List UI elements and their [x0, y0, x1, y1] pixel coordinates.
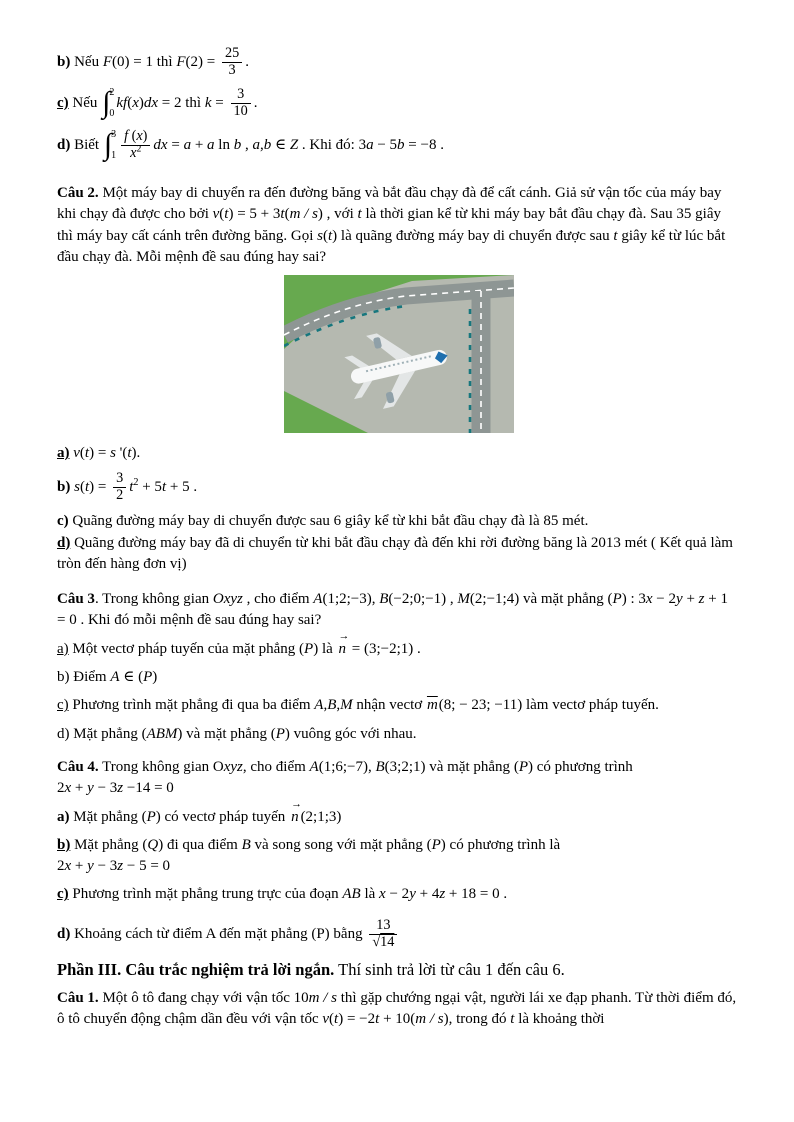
math-span: + 18 = 0	[445, 886, 500, 903]
math-span: ∈ (	[119, 669, 144, 686]
text-span: là quãng đường máy bay di chuyển được sau	[337, 227, 614, 244]
math-span: (−2;0;−1)	[388, 591, 447, 608]
statement-2d	[57, 533, 740, 576]
math-span: (	[79, 479, 85, 496]
math-span: )	[155, 808, 161, 825]
math-span: (	[513, 758, 519, 775]
underlined-label: c)	[57, 697, 69, 714]
math-span: = −8	[404, 136, 437, 153]
math-text: 13	[376, 916, 391, 933]
math-span: (	[299, 640, 305, 657]
math-span: a	[366, 136, 374, 153]
superscript: 2	[136, 143, 142, 155]
math-span: B	[241, 836, 251, 853]
math-span: v	[322, 1011, 330, 1028]
question-2-intro	[57, 183, 740, 268]
math-span: a	[183, 136, 192, 153]
math-span: b	[233, 136, 242, 153]
statement-4a	[57, 797, 740, 828]
math-span: − 2	[652, 591, 677, 608]
math-span: (	[127, 94, 133, 111]
math-span: xyz	[223, 758, 243, 775]
math-span: (	[141, 725, 147, 742]
bold-label: Câu 2.	[57, 184, 99, 201]
math-span: = 2	[158, 94, 182, 111]
airplane-illustration-svg	[284, 275, 514, 433]
math-span: '(	[119, 445, 128, 462]
math-span: dx	[143, 94, 159, 111]
text-span: ln	[214, 136, 234, 153]
fraction-denominator	[113, 488, 126, 504]
bold-label: b)	[57, 53, 71, 70]
upper-limit: 2	[109, 86, 115, 98]
math-span: v	[73, 445, 80, 462]
statement-4b	[57, 835, 740, 878]
text-span: Một máy bay di chuyển ra đến đường băng và bắt đầu chạy đà để cất cánh. Giả sử vận tốc của máy bay khi chạy đà được cho bởi	[57, 184, 722, 223]
text-span: Biết	[70, 136, 103, 153]
square-root	[372, 934, 394, 950]
text-span: , cho điểm	[242, 758, 310, 775]
math-span: (8; − 23; −11)	[438, 697, 523, 714]
text-span: ,	[241, 136, 253, 153]
math-span: t	[161, 479, 167, 496]
bold-label: Câu 3	[57, 591, 95, 608]
math-span: )	[440, 836, 446, 853]
math-span: s	[74, 479, 80, 496]
text-span: có phương trình là	[445, 836, 561, 853]
integral-sign: ∫	[102, 86, 111, 120]
math-span: P	[518, 758, 528, 775]
math-span: b	[397, 136, 405, 153]
integral-sign: ∫	[103, 128, 113, 162]
lower-limit: 0	[109, 107, 115, 119]
fraction	[369, 918, 397, 951]
math-span: B	[379, 591, 389, 608]
superscript: 2	[133, 477, 139, 489]
math-span: t	[357, 206, 362, 223]
text-span: . Trong không gian	[94, 591, 213, 608]
math-text: 10	[233, 102, 248, 119]
text-span: có phương trình	[532, 758, 633, 775]
math-span: t	[129, 479, 134, 496]
math-span: A	[313, 591, 323, 608]
text-span: và song song với mặt phẳng	[250, 836, 427, 853]
math-span: (2) =	[185, 53, 219, 70]
fraction	[222, 46, 242, 79]
math-span: y	[409, 886, 416, 903]
bold-label: c)	[57, 513, 69, 530]
math-span: )	[527, 758, 533, 775]
math-span: Q	[147, 836, 159, 853]
math-text: 25	[224, 45, 240, 61]
bold-underlined-label: c)	[57, 94, 69, 111]
math-span: = (3;−2;1)	[348, 640, 414, 657]
statement-part2-b	[57, 46, 740, 79]
math-span: (0) = 1	[112, 53, 153, 70]
statement-3d	[57, 724, 740, 745]
math-span: − 2	[385, 886, 410, 903]
vector-arrow-icon: →	[291, 797, 302, 810]
math-span: a	[252, 136, 260, 153]
math-text: 2	[116, 487, 124, 504]
math-span: t	[280, 206, 285, 223]
question-4-intro	[57, 757, 740, 800]
text-span: Khoảng cách từ điểm A đến mặt phẳng (P) bằng	[70, 925, 367, 942]
math-span: B	[327, 697, 337, 714]
statement-part2-d	[57, 128, 740, 163]
text-span: Trong không gian	[98, 758, 213, 775]
text-span: thì	[181, 94, 205, 111]
bold-label: Câu 4.	[57, 758, 99, 775]
text-span: , với	[322, 206, 358, 223]
text-span: nhận vectơ	[352, 697, 426, 714]
math-span: ) = 5 + 3	[228, 206, 281, 223]
math-span: (2;1;3)	[300, 808, 342, 825]
bold-underlined-label: a)	[57, 445, 70, 462]
bold-label: Phần III. Câu trắc nghiệm trả lời ngắn.	[57, 959, 335, 979]
math-span: )	[142, 127, 148, 144]
math-span: m / s	[289, 206, 318, 223]
vector	[338, 630, 350, 660]
math-span: t	[127, 445, 132, 462]
math-span: )	[443, 1011, 449, 1028]
math-span: (	[219, 206, 225, 223]
math-span: (1;2;−3)	[322, 591, 372, 608]
math-span: M	[340, 697, 353, 714]
text-span: đi qua điểm	[163, 836, 242, 853]
math-span: )	[284, 725, 290, 742]
math-span: y	[87, 858, 94, 875]
math-span: F	[176, 53, 186, 70]
math-span: (	[131, 127, 137, 144]
math-span: y	[676, 591, 683, 608]
vector-letter: n	[291, 808, 299, 825]
math-span: s	[317, 227, 323, 244]
math-span: (	[79, 445, 85, 462]
text-span: Nếu	[68, 94, 102, 111]
text-span: Nếu	[70, 53, 103, 70]
text-span: và mặt phẳng	[182, 725, 271, 742]
math-span: (3;2;1)	[384, 758, 426, 775]
text-span: vuông góc với nhau.	[289, 725, 417, 742]
math-span: ,	[323, 697, 328, 714]
math-span: x	[130, 144, 137, 161]
math-span: Z	[289, 136, 299, 153]
statement-2a	[57, 443, 740, 464]
fraction-numerator	[369, 918, 397, 935]
upper-limit: 3	[111, 128, 117, 140]
math-span: ) =	[89, 479, 111, 496]
math-span: ,	[259, 136, 264, 153]
math-span: 2	[57, 780, 65, 797]
math-span: t	[224, 206, 229, 223]
text-span: Mặt phẳng	[69, 808, 142, 825]
bold-label: a)	[57, 808, 70, 825]
math-span: t	[613, 227, 618, 244]
math-span: Oxyz	[212, 591, 243, 608]
lower-limit: 1	[111, 149, 117, 161]
question-part3-1	[57, 988, 740, 1031]
statement-3b	[57, 667, 740, 688]
bold-underlined-label: c)	[57, 886, 69, 903]
math-text: 3	[116, 470, 124, 487]
math-span: )	[152, 669, 158, 686]
math-span: (	[426, 836, 432, 853]
fraction	[121, 129, 150, 162]
text-span: .	[253, 94, 258, 111]
text-span: .	[413, 640, 421, 657]
math-span: z	[439, 886, 446, 903]
math-span: ).	[131, 445, 141, 462]
math-span: (	[607, 591, 613, 608]
text-span: b) Điểm	[57, 669, 111, 686]
math-span: A	[309, 758, 319, 775]
math-span: +	[191, 136, 208, 153]
text-span: Phương trình mặt phẳng đi qua ba điểm	[68, 697, 315, 714]
math-span: + 4	[415, 886, 440, 903]
text-span: Một vectơ pháp tuyến của mặt phẳng	[68, 640, 300, 657]
math-span: − 5	[373, 136, 398, 153]
math-span: P	[612, 591, 622, 608]
math-span: x	[132, 94, 139, 111]
statement-part2-c	[57, 86, 740, 121]
math-span: =	[167, 136, 184, 153]
text-span: .	[189, 479, 198, 496]
question-3-intro	[57, 589, 740, 632]
statement-4c	[57, 884, 740, 905]
statement-3c	[57, 695, 740, 716]
text-span: , cho điểm	[242, 591, 314, 608]
math-span: − 3	[93, 780, 118, 797]
text-span: .	[245, 53, 249, 70]
bold-label: d)	[57, 136, 71, 153]
math-span: + 5	[138, 479, 162, 496]
integral-limits	[109, 86, 114, 121]
fraction-numerator	[222, 46, 242, 63]
text-span: có vectơ pháp tuyến	[160, 808, 290, 825]
text-span: Mặt phẳng	[70, 836, 143, 853]
text-span: và mặt phẳng	[519, 591, 608, 608]
bold-underlined-label: b)	[57, 836, 71, 853]
text-span: thì gặp chướng ngại vật, người lái xe đạp phanh. Từ thời điểm đó, ô tô chuyển động chậm dần đều với vận tốc	[57, 990, 737, 1028]
bold-label: Câu 1.	[57, 990, 99, 1007]
fraction-denominator	[231, 104, 251, 120]
math-span: 2	[57, 858, 65, 875]
fraction-denominator	[369, 935, 397, 951]
text-span: là thời gian kể từ khi máy bay bắt đầu chạy đà. Sau 35 giây thì máy bay cất cánh trên đường băng. Gọi	[57, 206, 721, 244]
math-span: y	[87, 780, 94, 797]
math-span: x	[64, 858, 72, 875]
fraction	[113, 471, 126, 504]
math-span: A	[314, 697, 324, 714]
math-span: )	[332, 227, 338, 244]
text-span: Quãng đường máy bay di chuyển được sau 6 giây kể từ khi bắt đầu chạy đà là 85 mét.	[68, 513, 589, 530]
statement-2b	[57, 471, 740, 504]
math-span: (	[270, 725, 276, 742]
math-span: +	[71, 780, 88, 797]
radicand: 14	[380, 933, 395, 950]
math-span: t	[375, 1011, 380, 1028]
text-span: , trong đó	[448, 1011, 511, 1028]
math-span: ) = −2	[338, 1011, 376, 1028]
math-span: z	[117, 780, 124, 797]
math-span: + 10(	[379, 1011, 416, 1028]
math-span: +	[682, 591, 699, 608]
math-span: P	[275, 725, 285, 742]
math-span: )	[177, 725, 183, 742]
math-span: ) : 3	[621, 591, 646, 608]
math-span: O	[212, 758, 224, 775]
math-span: F	[102, 53, 113, 70]
math-span: (	[329, 1011, 335, 1028]
math-span: +	[71, 858, 88, 875]
statement-3a	[57, 630, 740, 660]
math-span: (	[323, 227, 328, 244]
statement-2c	[57, 511, 740, 532]
math-span: ,	[336, 697, 341, 714]
math-span: =	[211, 94, 228, 111]
math-span: + 1 = 0	[57, 591, 728, 629]
text-span: .	[436, 136, 444, 153]
text-span: là khoảng thời	[514, 1011, 605, 1028]
fraction-denominator	[222, 63, 242, 79]
math-span: m / s	[415, 1011, 444, 1028]
text-span: thì	[152, 53, 177, 70]
math-span: (1;6;−7)	[318, 758, 368, 775]
text-span: ,	[446, 591, 458, 608]
math-span: t	[84, 445, 90, 462]
text-span: ,	[371, 591, 380, 608]
text-span: . Khi đó mỗi mệnh đề sau đúng hay sai?	[76, 612, 322, 629]
math-span: (	[141, 808, 147, 825]
math-span: kf	[116, 94, 128, 111]
math-span: dx	[153, 136, 168, 153]
math-span: − 3	[93, 858, 118, 875]
math-span: x	[379, 886, 386, 903]
part3-heading	[57, 958, 740, 981]
airplane-illustration	[284, 275, 514, 433]
fraction-denominator	[121, 143, 150, 162]
math-span: P	[146, 808, 156, 825]
math-span: v	[212, 206, 220, 223]
math-span: P	[143, 669, 153, 686]
math-span: ∈	[271, 136, 290, 153]
math-span: B	[375, 758, 385, 775]
bold-label: d)	[57, 925, 71, 942]
math-span: z	[117, 858, 124, 875]
math-span: t	[84, 479, 90, 496]
math-span: m / s	[308, 990, 338, 1007]
bold-underlined-label: d)	[57, 534, 71, 551]
fraction-numerator	[113, 471, 126, 488]
vector-arrow-icon: →	[338, 630, 350, 643]
integral	[102, 86, 114, 121]
underlined-label: a)	[57, 640, 69, 657]
math-span: 3	[358, 136, 367, 153]
text-span: .	[499, 886, 508, 903]
math-span: )	[138, 94, 144, 111]
math-span: x	[645, 591, 653, 608]
text-span: làm vectơ pháp tuyến.	[522, 697, 659, 714]
math-span: (	[142, 836, 148, 853]
math-span: t	[334, 1011, 339, 1028]
radical-sign: √	[372, 933, 381, 950]
math-span: AB	[342, 886, 361, 903]
statement-4d	[57, 918, 740, 951]
integral	[104, 128, 116, 163]
math-span: t	[328, 227, 333, 244]
math-span: a	[207, 136, 215, 153]
math-span: x	[64, 780, 72, 797]
fraction	[231, 87, 251, 120]
text-span: Phương trình mặt phẳng trung trực của đoạn	[68, 886, 343, 903]
math-span: (2;−1;4)	[469, 591, 520, 608]
text-span: và mặt phẳng	[425, 758, 514, 775]
math-span: M	[457, 591, 470, 608]
text-span: là	[318, 640, 337, 657]
math-span: ) =	[89, 445, 111, 462]
math-span: ABM	[146, 725, 178, 742]
math-span: (	[284, 206, 290, 223]
text-span: Thí sinh trả lời từ câu 1 đến câu 6.	[334, 959, 565, 979]
math-text: 3	[228, 61, 236, 78]
integral-limits	[111, 128, 116, 163]
text-span: Quãng đường máy bay đã di chuyển từ khi bắt đầu chạy đà đến khi rời đường băng là 2013 mét ( Kết quả làm tròn đến hàng đơn vị)	[57, 534, 733, 572]
math-span: )	[317, 206, 323, 223]
math-span: b	[263, 136, 272, 153]
text-span: ,	[368, 758, 376, 775]
math-span: k	[204, 94, 212, 111]
text-span: Một ô tô đang chạy với vận tốc	[98, 990, 294, 1007]
math-span: P	[304, 640, 314, 657]
text-span: giây kể từ lúc bắt đầu chạy đà. Mỗi mệnh đề sau đúng hay sai?	[57, 227, 726, 265]
math-span: z	[698, 591, 705, 608]
math-span: )	[313, 640, 319, 657]
math-span: t	[510, 1011, 515, 1028]
math-span: )	[158, 836, 164, 853]
math-span: P	[431, 836, 441, 853]
math-span: A	[110, 669, 120, 686]
bold-label: b)	[57, 479, 71, 496]
math-span: + 5	[166, 479, 190, 496]
math-span: −14 = 0	[123, 780, 174, 797]
math-span: − 5 = 0	[123, 858, 171, 875]
overbar-vector: $\overline{m}$	[426, 697, 438, 714]
vector	[291, 797, 302, 828]
text-span: d) Mặt phẳng	[57, 725, 142, 742]
math-span: 10	[293, 990, 309, 1007]
math-span: x	[136, 127, 143, 144]
math-span: s	[110, 445, 120, 462]
math-text: 3	[237, 85, 245, 102]
vector-letter: n	[338, 640, 347, 657]
text-span: . Khi đó:	[298, 136, 359, 153]
fraction-numerator	[231, 87, 251, 104]
math-span: f	[124, 127, 132, 144]
text-span: là	[360, 886, 380, 903]
